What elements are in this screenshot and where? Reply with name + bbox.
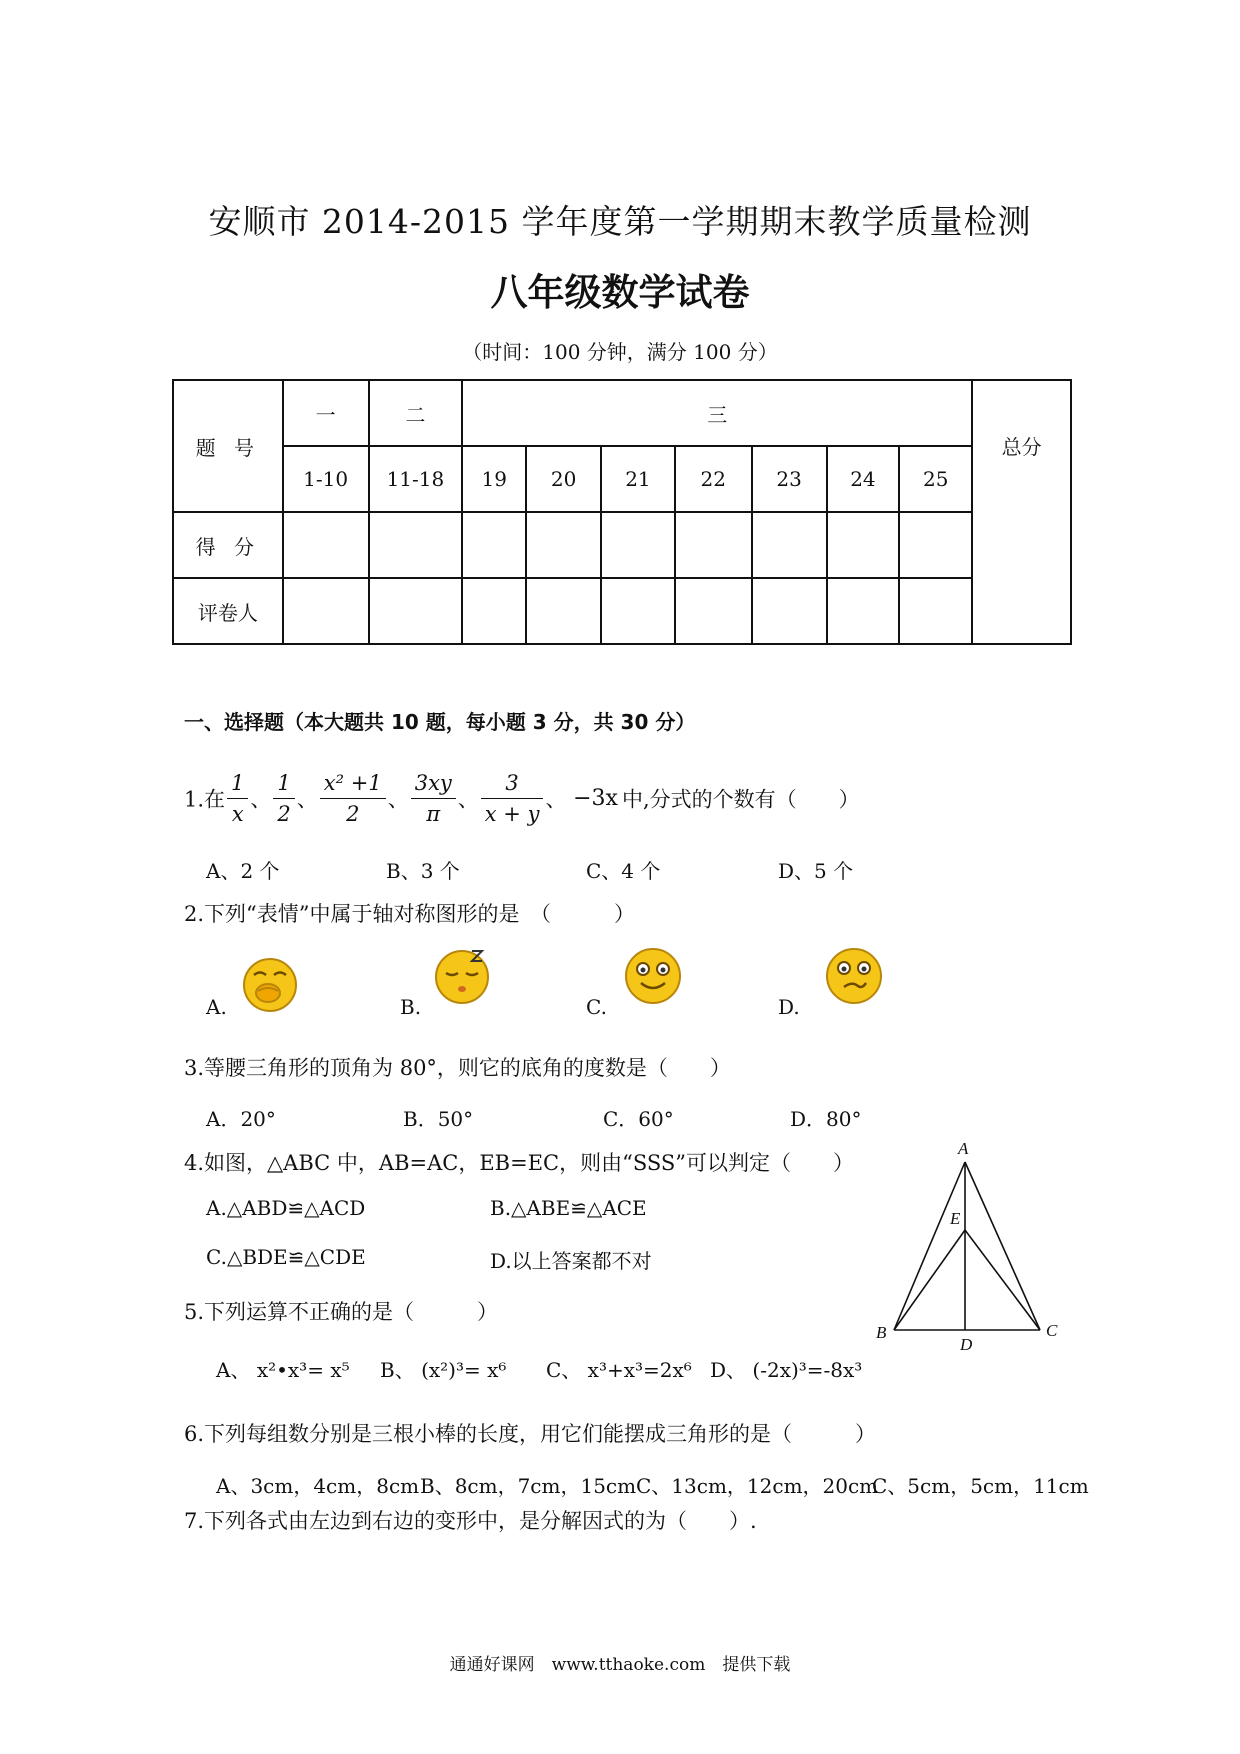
q1-suffix: 中,分式的个数有（ ） — [621, 787, 860, 812]
q1-last-term: −3x — [573, 786, 618, 811]
separator: 、 — [457, 787, 479, 812]
sub-number-cell: 11-18 — [369, 446, 463, 512]
q6-option-a[interactable]: A、3cm，4cm，8cm — [216, 1474, 420, 1498]
label-c: C — [1046, 1321, 1058, 1340]
fraction: $\frac{1}{x}$ — [227, 768, 248, 829]
fraction: $\frac{\text{x² +1}}{2}$ — [320, 768, 386, 829]
total-label-cell: 总分 — [972, 380, 1071, 644]
time-note: （时间：100 分钟，满分 100 分） — [462, 340, 778, 364]
separator: 、 — [250, 787, 272, 812]
question-1 — [184, 768, 860, 829]
question-2: 2.下列“表情”中属于轴对称图形的是 （ ） — [184, 902, 636, 926]
question-5: 5.下列运算不正确的是（ ） — [184, 1300, 499, 1324]
score-cell[interactable] — [675, 512, 752, 578]
q1-option-a[interactable]: A、2 个 — [206, 859, 280, 883]
label-d: D — [960, 1335, 973, 1354]
section-1-heading: 一、选择题（本大题共 10 题，每小题 3 分，共 30 分） — [184, 710, 696, 734]
q2-option-b[interactable]: B. — [400, 995, 422, 1019]
section-1-header: 一 — [283, 380, 369, 446]
separator: 、 — [387, 787, 409, 812]
q3-option-c[interactable]: C．60° — [603, 1107, 674, 1131]
q1-option-c[interactable]: C、4 个 — [586, 859, 661, 883]
grader-cell[interactable] — [462, 578, 526, 644]
question-7: 7.下列各式由左边到右边的变形中，是分解因式的为（ ）. — [184, 1509, 757, 1533]
q2-option-c[interactable]: C. — [586, 995, 607, 1019]
q5-option-a[interactable]: A、 x²•x³= x⁵ — [216, 1358, 350, 1382]
sub-number-cell: 23 — [752, 446, 827, 512]
q2-option-d[interactable]: D. — [778, 995, 800, 1019]
smiling-face-icon — [622, 945, 684, 1007]
sub-number-cell: 1-10 — [283, 446, 369, 512]
grader-cell[interactable] — [827, 578, 900, 644]
score-cell[interactable] — [283, 512, 369, 578]
sub-number-cell: 21 — [601, 446, 675, 512]
grader-cell[interactable] — [675, 578, 752, 644]
score-cell[interactable] — [827, 512, 900, 578]
grader-cell[interactable] — [601, 578, 675, 644]
q4-option-a[interactable]: A.△ABD≌△ACD — [206, 1196, 366, 1220]
sub-number-cell: 22 — [675, 446, 752, 512]
q6-option-b[interactable]: B、8cm，7cm，15cm — [420, 1474, 637, 1498]
sub-number-cell: 24 — [827, 446, 900, 512]
grader-cell[interactable] — [526, 578, 601, 644]
sub-number-cell: 20 — [526, 446, 601, 512]
exam-subtitle: 八年级数学试卷 — [490, 271, 750, 314]
q3-option-d[interactable]: D．80° — [790, 1107, 862, 1131]
q4-option-c[interactable]: C.△BDE≌△CDE — [206, 1245, 366, 1269]
score-row-label: 得 分 — [173, 512, 283, 578]
header-label-cell: 题 号 — [173, 380, 283, 512]
q5-option-d[interactable]: D、 (-2x)³=-8x³ — [710, 1358, 863, 1382]
yawning-face-icon — [240, 955, 300, 1015]
q1-prefix: 1.在 — [184, 787, 226, 812]
score-cell[interactable] — [752, 512, 827, 578]
fraction: $\frac{1}{2}$ — [273, 768, 294, 829]
score-cell[interactable] — [369, 512, 463, 578]
separator: 、 — [296, 787, 318, 812]
question-4: 4.如图，△ABC 中，AB=AC，EB=EC，则由“SSS”可以判定（ ） — [184, 1151, 854, 1175]
fraction: $\frac{3}{x + y}$ — [481, 768, 544, 829]
q2-option-a[interactable]: A. — [206, 995, 227, 1019]
question-3: 3.等腰三角形的顶角为 80°，则它的底角的度数是（ ） — [184, 1056, 731, 1080]
q5-option-b[interactable]: B、 (x²)³= x⁶ — [380, 1358, 507, 1382]
q5-option-c[interactable]: C、 x³+x³=2x⁶ — [546, 1358, 692, 1382]
q1-option-d[interactable]: D、5 个 — [778, 859, 854, 883]
grader-cell[interactable] — [752, 578, 827, 644]
question-6: 6.下列每组数分别是三根小棒的长度，用它们能摆成三角形的是（ ） — [184, 1422, 877, 1446]
q6-option-d[interactable]: C、5cm，5cm，11cm — [872, 1474, 1089, 1498]
q3-option-a[interactable]: A．20° — [206, 1107, 276, 1131]
q1-option-b[interactable]: B、3 个 — [386, 859, 460, 883]
score-cell[interactable] — [601, 512, 675, 578]
q3-option-b[interactable]: B．50° — [403, 1107, 474, 1131]
triangle-figure — [870, 1140, 1070, 1360]
grader-row-label: 评卷人 — [173, 578, 283, 644]
section-2-header: 二 — [369, 380, 463, 446]
score-table — [172, 379, 1072, 645]
section-3-header: 三 — [462, 380, 972, 446]
sub-number-cell: 25 — [899, 446, 972, 512]
grader-cell[interactable] — [283, 578, 369, 644]
grader-cell[interactable] — [899, 578, 972, 644]
grader-cell[interactable] — [369, 578, 463, 644]
q6-option-c[interactable]: C、13cm，12cm，20cm — [636, 1474, 879, 1498]
page-footer: 通通好课网 www.tthaoke.com 提供下载 — [449, 1655, 791, 1675]
sub-number-cell: 19 — [462, 446, 526, 512]
score-cell[interactable] — [899, 512, 972, 578]
score-cell[interactable] — [526, 512, 601, 578]
q4-option-d[interactable]: D.以上答案都不对 — [490, 1249, 652, 1273]
score-cell[interactable] — [462, 512, 526, 578]
smirking-face-icon — [822, 945, 886, 1007]
label-b: B — [876, 1323, 887, 1342]
fraction: $\frac{3xy}{\pi}$ — [411, 768, 456, 829]
label-a: A — [958, 1140, 969, 1158]
sleeping-face-icon — [432, 945, 494, 1007]
q4-option-b[interactable]: B.△ABE≌△ACE — [490, 1196, 647, 1220]
exam-title: 安顺市 2014-2015 学年度第一学期期末教学质量检测 — [208, 202, 1032, 241]
separator: 、 — [545, 787, 567, 812]
label-e: E — [950, 1209, 961, 1228]
